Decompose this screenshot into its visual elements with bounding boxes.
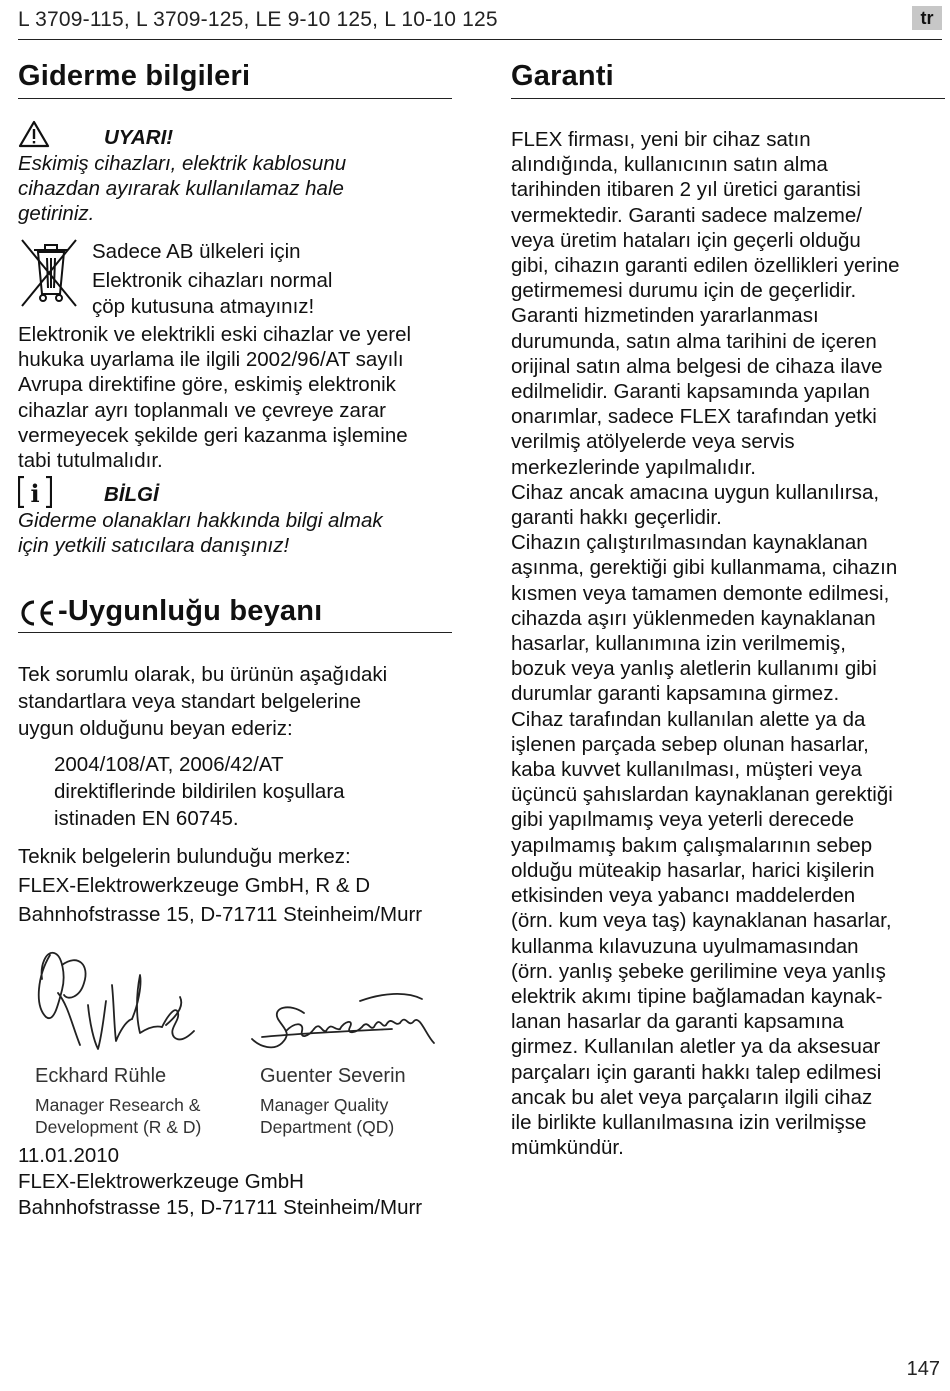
conformity-intro-line: standartlara veya standart belgelerine: [18, 690, 362, 713]
warning-text-line: cihazdan ayırarak kullanılamaz hale: [18, 177, 344, 201]
conformity-intro: [18, 661, 387, 742]
tech-docs: [18, 842, 422, 929]
page-number: 147: [906, 1358, 940, 1380]
warranty-text-line: veya üretim hataları için geçerli olduğu: [511, 228, 861, 252]
warranty-text-line: vermektedir. Garanti sadece malzeme/: [511, 203, 862, 227]
warranty-text-line: etkisinden veya yabancı maddelerden: [511, 884, 856, 908]
warranty-text-line: ancak bu alet veya parçaların ilgili cihaz: [511, 1085, 873, 1109]
warranty-text-line: durumunda, satın alma tarihini de içeren: [511, 329, 877, 353]
warranty-title-rule: [511, 98, 945, 99]
warranty-text-line: parçaları için garanti hakkı talep edilmesi: [511, 1060, 882, 1084]
signatory-role-line: Department (QD): [260, 1117, 395, 1137]
directive-text-line: vermeyecek şekilde geri kazanma işlemine: [18, 423, 408, 447]
warranty-text-line: garanti hakkı geçerlidir.: [511, 506, 722, 530]
conformity-intro-line: uygun olduğunu beyan ederiz:: [18, 717, 293, 740]
warranty-text-line: lanan hasarlar da garanti kapsamına: [511, 1010, 844, 1034]
signature-severin: [242, 985, 442, 1057]
eu-notice: [92, 237, 332, 319]
warning-label: UYARI!: [104, 126, 174, 149]
standards-line: istinaden EN 60745.: [54, 807, 239, 830]
eu-notice-line: çöp kutusuna atmayınız!: [92, 295, 315, 318]
conformity-intro-line: Tek sorumlu olarak, bu ürünün aşağıdaki: [18, 663, 388, 686]
directive-text: [18, 322, 411, 473]
warranty-text-line: kısmen veya tamamen demonte edilmesi,: [511, 581, 890, 605]
warranty-text-line: cihazda aşırı yüklenmeden kaynaklanan: [511, 606, 876, 630]
disposal-title-rule: [18, 98, 452, 99]
info-icon: [18, 476, 52, 508]
info-text-line: Giderme olanakları hakkında bilgi almak: [18, 509, 383, 532]
signatory-role-line: Manager Research &: [35, 1095, 201, 1115]
warranty-text-line: merkezlerinde yapılmalıdır.: [511, 455, 756, 479]
warranty-text-line: işlenen parçada sebep olunan hasarlar,: [511, 732, 869, 756]
warranty-text-line: kaba kuvvet kullanılması, müşteri veya: [511, 758, 862, 782]
warranty-text-line: elektrik akımı tipine bağlamadan kaynak-: [511, 984, 883, 1008]
warning-icon: [18, 120, 50, 148]
header-model-list: L 3709-115, L 3709-125, LE 9-10 125, L 10-10 125: [18, 8, 498, 31]
directive-text-line: Avrupa direktifine göre, eskimiş elektronik: [18, 373, 396, 397]
warranty-text-line: olduğu müteakip hasarlar, harici kişilerin: [511, 858, 875, 882]
warranty-text-line: girmez. Kullanılan aletler ya da aksesuar: [511, 1035, 881, 1059]
warning-text: [18, 151, 346, 227]
warranty-text-line: gibi, cihazın garanti edilen özellikleri yerine: [511, 254, 900, 278]
directive-text-line: tabi tutulmalıdır.: [18, 449, 163, 473]
signatory-name: Eckhard Rühle: [35, 1065, 167, 1087]
warranty-text-line: alındığında, kullanıcının satın alma: [511, 153, 828, 177]
warranty-text-line: bozuk veya yanlış aletlerin kullanımı gibi: [511, 657, 877, 681]
warranty-text-line: edilmelidir. Garanti kapsamında yapılan: [511, 380, 870, 404]
directive-text-line: cihazlar ayrı toplanmalı ve çevreye zarar: [18, 398, 387, 422]
standards-line: direktiflerinde bildirilen koşullara: [54, 780, 345, 803]
standards-line: 2004/108/AT, 2006/42/AT: [54, 753, 284, 776]
info-text: [18, 508, 383, 558]
ce-mark-icon: [18, 599, 58, 627]
signatory-role-line: Development (R & D): [35, 1117, 202, 1137]
warranty-text-line: hasarlar, kullanımına izin verilmemiş,: [511, 632, 846, 656]
signatory-role: [260, 1094, 394, 1138]
tech-docs-line: Teknik belgelerin bulunduğu merkez:: [18, 845, 351, 868]
info-label: BİLGİ: [104, 483, 159, 506]
warranty-text-line: tarihinden itibaren 2 yıl üretici garantisi: [511, 178, 861, 202]
warranty-text-line: Cihaz ancak amacına uygun kullanılırsa,: [511, 480, 880, 504]
warranty-text-line: FLEX firması, yeni bir cihaz satın: [511, 128, 811, 151]
warranty-text-line: verilmiş atölyelerde veya servis: [511, 430, 795, 454]
warranty-text-line: Cihaz tarafından kullanılan alette ya da: [511, 707, 866, 731]
warranty-text-line: durumlar garanti kapsamına girmez.: [511, 682, 840, 706]
directive-text-line: hukuka uyarlama ile ilgili 2002/96/AT sayılı: [18, 348, 404, 372]
warranty-text-line: Garanti hizmetinden yararlanması: [511, 304, 819, 328]
warranty-text-line: getirmemesi durumu için de geçerlidir.: [511, 279, 857, 303]
standards-list: [54, 751, 345, 832]
signatory-name: Guenter Severin: [260, 1065, 406, 1087]
warranty-title: Garanti: [511, 60, 614, 92]
warranty-text: [511, 127, 947, 1160]
warranty-text-line: Cihazın çalıştırılmasından kaynaklanan: [511, 531, 868, 555]
signatory-role: [35, 1094, 201, 1138]
warranty-text-line: orijinal satın alma belgesi de cihaza ilave: [511, 354, 883, 378]
signatory-role-line: Manager Quality: [260, 1095, 389, 1115]
crossed-bin-icon: [18, 236, 78, 308]
conformity-title: -Uygunluğu beyanı: [58, 595, 323, 627]
warranty-text-line: aşınma, gerektiği gibi kullanmama, cihazın: [511, 556, 898, 580]
warranty-text-line: (örn. kum veya taş) kaynaklanan hasarlar,: [511, 909, 892, 933]
info-text-line: için yetkili satıcılara danışınız!: [18, 534, 290, 558]
warranty-text-line: kullanma kılavuzuna uyulmamasından: [511, 934, 859, 958]
tech-docs-line: Bahnhofstrasse 15, D-71711 Steinheim/Murr: [18, 903, 423, 926]
issuer-company: FLEX-Elektrowerkzeuge GmbH: [18, 1170, 304, 1193]
warranty-text-line: üçüncü şahıslardan kaynaklanan gerektiği: [511, 783, 893, 807]
warning-text-line: getiriniz.: [18, 202, 95, 226]
warranty-text-line: yapılmamış bakım çalışmalarının sebep: [511, 833, 873, 857]
warranty-text-line: gibi yapılmamış veya yeterli derecede: [511, 808, 854, 832]
header-rule: [18, 39, 942, 40]
eu-notice-line: Sadece AB ülkeleri için: [92, 240, 301, 263]
issuer-block: [18, 1143, 422, 1221]
conformity-title-rule: [18, 632, 452, 633]
warranty-text-line: mümkündür.: [511, 1136, 624, 1160]
issuer-address: Bahnhofstrasse 15, D-71711 Steinheim/Murr: [18, 1196, 423, 1219]
warranty-text-line: ile birlikte kullanılmasına izin verilmişse: [511, 1110, 867, 1134]
directive-text-line: Elektronik ve elektrikli eski cihazlar ve yerel: [18, 323, 412, 346]
disposal-title: Giderme bilgileri: [18, 60, 251, 92]
language-badge: tr: [912, 6, 942, 30]
eu-notice-line: Elektronik cihazları normal: [92, 269, 333, 292]
issue-date: 11.01.2010: [18, 1144, 120, 1167]
warranty-text-line: onarımlar, sadece FLEX tarafından yetki: [511, 405, 877, 429]
svg-text:i: i: [30, 479, 40, 508]
signature-ruhle: [28, 945, 208, 1060]
warranty-text-line: (örn. yanlış şebeke gerilimine veya yanlış: [511, 959, 886, 983]
tech-docs-line: FLEX-Elektrowerkzeuge GmbH, R & D: [18, 874, 371, 897]
warning-text-line: Eskimiş cihazları, elektrik kablosunu: [18, 152, 347, 175]
